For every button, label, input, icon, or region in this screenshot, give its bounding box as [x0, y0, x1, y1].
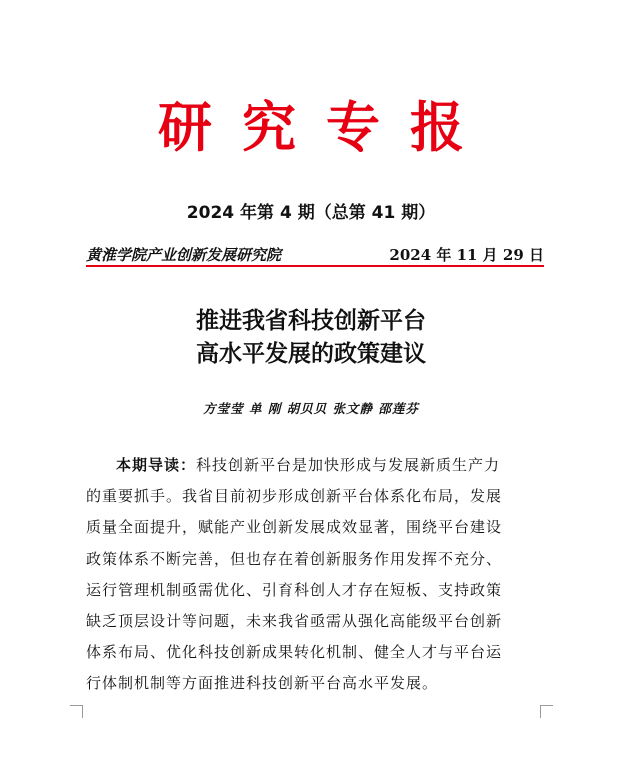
lead-line: 的重要抓手。我省目前初步形成创新平台体系化布局，发展 — [86, 487, 503, 506]
header-line — [86, 244, 544, 266]
lead-line: 政策体系不断完善，但也存在着创新服务作用发挥不充分、 — [86, 549, 503, 568]
lead-line: 体系布局、优化科技创新成果转化机制、健全人才与平台运 — [86, 643, 503, 662]
lead-text: 科技创新平台是加快形成与发展新质生产力 — [196, 456, 501, 474]
lead-line: 质量全面提升，赋能产业创新发展成效显著，围绕平台建设 — [86, 518, 503, 537]
issue-number: 2024 年第 4 期（总第 41 期） — [186, 203, 436, 223]
lead-line: 行体制机制等方面推进科技创新平台高水平发展。 — [86, 674, 439, 693]
masthead-title: 研究专报 — [158, 95, 494, 159]
margin-corner-mark — [540, 705, 553, 718]
article-authors: 方莹莹 单 刚 胡贝贝 张文静 邵莲芬 — [203, 401, 419, 416]
article-title-line: 推进我省科技创新平台 — [196, 308, 426, 334]
article-title-line: 高水平发展的政策建议 — [196, 341, 426, 367]
lead-line: 缺乏顶层设计等问题，未来我省亟需从强化高能级平台创新 — [86, 611, 503, 630]
organization-name: 黄淮学院产业创新发展研究院 — [86, 246, 282, 264]
lead-line — [86, 450, 548, 481]
margin-corner-mark — [70, 705, 83, 718]
article-title — [0, 305, 622, 371]
publication-date: 2024 年 11 月 29 日 — [389, 246, 544, 264]
lead-label: 本期导读： — [116, 456, 197, 474]
red-divider — [86, 265, 544, 267]
lead-paragraph — [86, 450, 548, 700]
lead-line: 运行管理机制亟需优化、引育科创人才存在短板、支持政策 — [86, 580, 503, 599]
